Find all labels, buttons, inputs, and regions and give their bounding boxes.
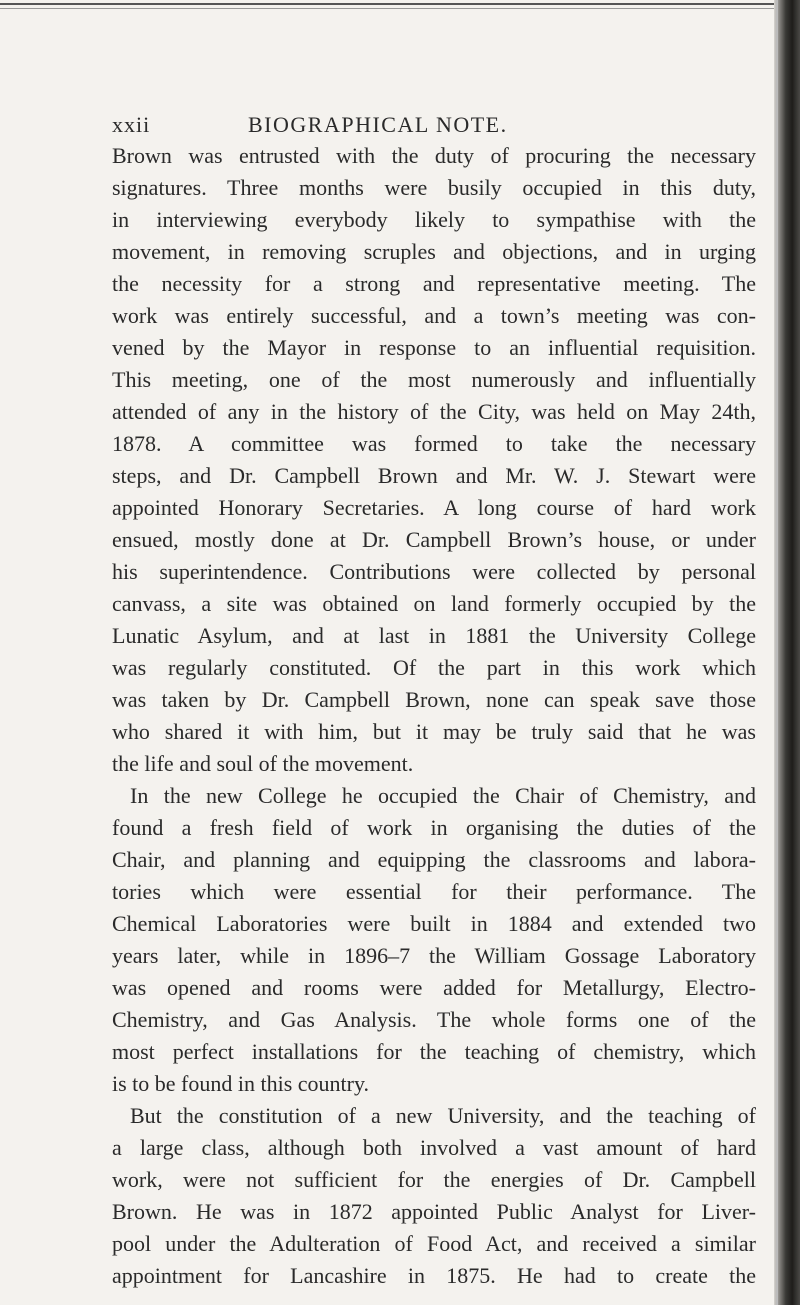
text-line: Chemistry, and Gas Analysis. The whole forms one of the — [112, 1007, 756, 1032]
text-line: in interviewing everybody likely to sympathise with the — [112, 207, 756, 232]
text-line: signatures. Three months were busily occupied in this duty, — [112, 175, 756, 200]
body-text — [112, 140, 756, 1292]
page-header — [112, 112, 762, 142]
text-line: appointed Honorary Secretaries. A long course of hard work — [112, 495, 756, 520]
text-line: pool under the Adulteration of Food Act, and received a similar — [112, 1231, 756, 1256]
text-line: was regularly constituted. Of the part in this work which — [112, 655, 756, 680]
text-line: tories which were essential for their performance. The — [112, 879, 756, 904]
text-line: steps, and Dr. Campbell Brown and Mr. W. J. Stewart were — [112, 463, 756, 488]
text-line: is to be found in this country. — [112, 1071, 370, 1096]
text-line: Brown. He was in 1872 appointed Public Analyst for Liver- — [112, 1199, 756, 1224]
page-number: xxii — [112, 112, 151, 137]
text-line: work was entirely successful, and a town’s meeting was con- — [112, 303, 756, 328]
text-line: ensued, mostly done at Dr. Campbell Brown’s house, or under — [112, 527, 756, 552]
text-line: Chemical Laboratories were built in 1884 and extended two — [112, 911, 756, 936]
text-line: his superintendence. Contributions were collected by personal — [112, 559, 756, 584]
text-line: canvass, a site was obtained on land formerly occupied by the — [112, 591, 756, 616]
text-line: was opened and rooms were added for Metallurgy, Electro- — [112, 975, 756, 1000]
text-line: appointment for Lancashire in 1875. He had to create the — [112, 1263, 756, 1288]
text-line: Lunatic Asylum, and at last in 1881 the University College — [112, 623, 756, 648]
text-line: But the constitution of a new University, and the teaching of — [130, 1103, 756, 1128]
page-top-rule — [0, 3, 790, 5]
text-line: found a fresh field of work in organising the duties of the — [112, 815, 756, 840]
text-line: In the new College he occupied the Chair of Chemistry, and — [130, 783, 756, 808]
text-line: work, were not sufficient for the energies of Dr. Campbell — [112, 1167, 756, 1192]
text-line: Chair, and planning and equipping the classrooms and labora- — [112, 847, 756, 872]
page-top-rule-thin — [0, 8, 790, 9]
text-line: a large class, although both involved a vast amount of hard — [112, 1135, 756, 1160]
text-line: vened by the Mayor in response to an influential requisition. — [112, 335, 756, 360]
page-edge-line — [776, 0, 778, 1305]
text-line: the necessity for a strong and representative meeting. The — [112, 271, 756, 296]
text-line: most perfect installations for the teaching of chemistry, which — [112, 1039, 756, 1064]
text-line: the life and soul of the movement. — [112, 751, 414, 776]
text-line: who shared it with him, but it may be truly said that he was — [112, 719, 756, 744]
text-line: This meeting, one of the most numerously and influentially — [112, 367, 756, 392]
text-line: was taken by Dr. Campbell Brown, none can speak save those — [112, 687, 756, 712]
running-title: BIOGRAPHICAL NOTE. — [248, 112, 508, 137]
text-line: 1878. A committee was formed to take the necessary — [112, 431, 756, 456]
text-line: years later, while in 1896–7 the William Gossage Laboratory — [112, 943, 756, 968]
text-line: Brown was entrusted with the duty of procuring the necessary — [112, 143, 756, 168]
text-line: movement, in removing scruples and objections, and in urging — [112, 239, 756, 264]
text-line: attended of any in the history of the City, was held on May 24th, — [112, 399, 756, 424]
